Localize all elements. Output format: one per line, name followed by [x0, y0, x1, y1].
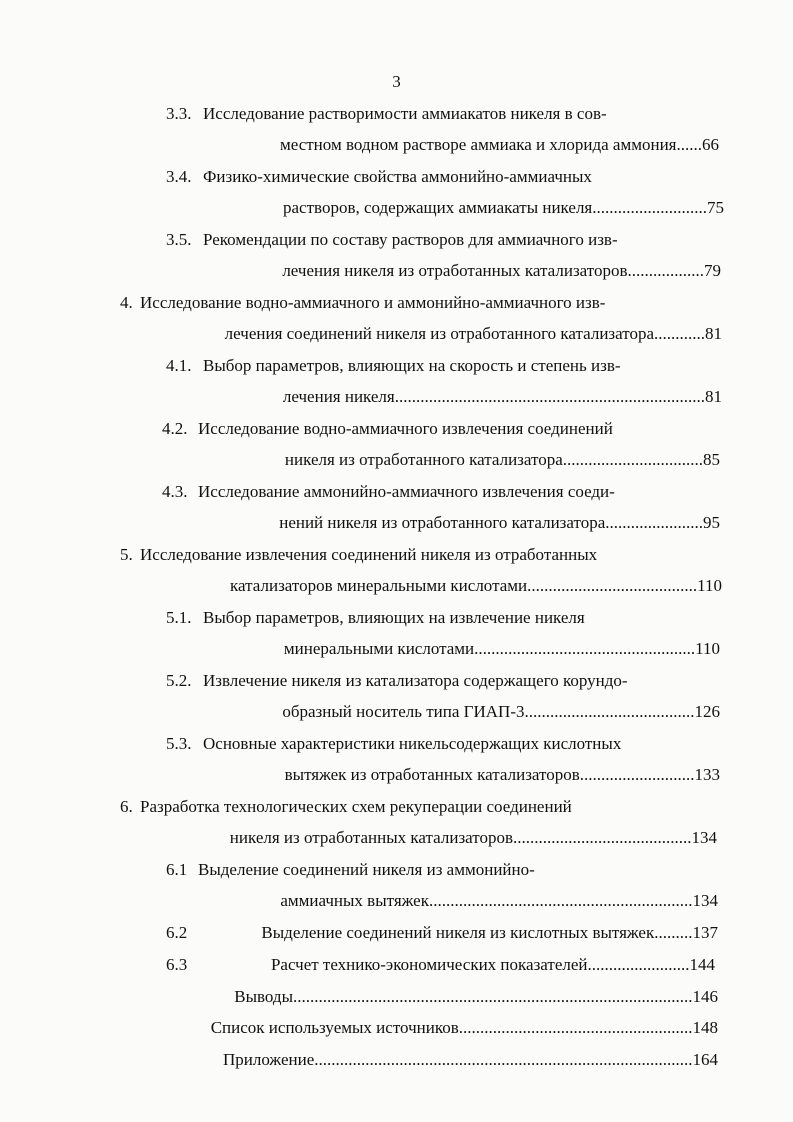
- toc-5-3-number: 5.3.: [166, 734, 192, 753]
- toc-5-1-line-1: Выбор параметров, влияющих на извлечение никеля: [203, 608, 585, 627]
- toc-5-2-number: 5.2.: [166, 671, 192, 690]
- toc-4-1-line-2: лечения никеля.........................................................................81: [282, 387, 722, 406]
- toc-3-5-line-2: лечения никеля из отработанных катализаторов..................79: [282, 261, 721, 280]
- toc-6-3-number: 6.3: [166, 955, 188, 974]
- toc-references: Список используемых источников.......................................................148: [210, 1018, 718, 1037]
- toc-4-3-line-1: Исследование аммонийно-аммиачного извлечения соеди-: [198, 482, 615, 501]
- toc-6-2-number: 6.2: [166, 923, 188, 942]
- toc-6-1-line-1: Выделение соединений никеля из аммонийно-: [198, 860, 535, 879]
- toc-5-1-line-2: минеральными кислотами....................................................110: [283, 639, 720, 658]
- toc-4-1-line-1: Выбор параметров, влияющих на скорость и степень изв-: [203, 356, 621, 375]
- toc-6-line-1: Разработка технологических схем рекуперации соединений: [140, 797, 572, 816]
- toc-5-2-line-1: Извлечение никеля из катализатора содержащего корундо-: [203, 671, 628, 690]
- toc-5-number: 5.: [120, 545, 133, 564]
- toc-4-line-2: лечения соединений никеля из отработанного катализатора............81: [224, 324, 722, 343]
- toc-4-1-number: 4.1.: [166, 356, 192, 375]
- toc-6-line-2: никеля из отработанных катализаторов..........................................134: [229, 828, 717, 847]
- toc-6-3-line-1: Расчет технико-экономических показателей........................144: [270, 955, 715, 974]
- toc-4-3-number: 4.3.: [162, 482, 188, 501]
- toc-3-4-line-1: Физико-химические свойства аммонийно-аммиачных: [203, 167, 592, 186]
- toc-4-2-line-2: никеля из отработанного катализатора.................................85: [284, 450, 720, 469]
- toc-5-line-2: катализаторов минеральными кислотами........................................110: [230, 576, 722, 595]
- toc-3-5-line-1: Рекомендации по составу растворов для аммиачного изв-: [203, 230, 618, 249]
- toc-5-2-line-2: образный носитель типа ГИАП-3........................................126: [282, 702, 720, 721]
- toc-3-4-line-2: растворов, содержащих аммиакаты никеля...........................75: [283, 198, 724, 217]
- toc-4-2-line-1: Исследование водно-аммиачного извлечения соединений: [198, 419, 613, 438]
- toc-conclusions: Выводы..............................................................................................146: [234, 987, 718, 1006]
- toc-4-2-number: 4.2.: [162, 419, 188, 438]
- toc-4-line-1: Исследование водно-аммиачного и аммонийно-аммиачного изв-: [140, 293, 606, 312]
- toc-5-3-line-2: вытяжек из отработанных катализаторов...........................133: [284, 765, 720, 784]
- toc-3-3-number: 3.3.: [166, 104, 192, 123]
- toc-appendix: Приложение.........................................................................................164: [223, 1050, 718, 1069]
- toc-6-2-line-1: Выделение соединений никеля из кислотных вытяжек.........137: [261, 923, 718, 942]
- toc-4-number: 4.: [120, 293, 133, 312]
- toc-3-3-line-2: местном водном растворе аммиака и хлорида аммония......66: [279, 135, 719, 154]
- toc-5-line-1: Исследование извлечения соединений никеля из отработанных: [140, 545, 598, 564]
- toc-3-3-line-1: Исследование растворимости аммиакатов никеля в сов-: [203, 104, 607, 123]
- toc-6-number: 6.: [120, 797, 133, 816]
- toc-3-4-number: 3.4.: [166, 167, 192, 186]
- toc-6-1-line-2: аммиачных вытяжек..............................................................134: [280, 891, 718, 910]
- toc-5-1-number: 5.1.: [166, 608, 192, 627]
- toc-6-1-number: 6.1: [166, 860, 188, 879]
- toc-3-5-number: 3.5.: [166, 230, 192, 249]
- toc-5-3-line-1: Основные характеристики никельсодержащих кислотных: [203, 734, 622, 753]
- page-number: 3: [392, 72, 401, 91]
- toc-4-3-line-2: нений никеля из отработанного катализатора.......................95: [279, 513, 720, 532]
